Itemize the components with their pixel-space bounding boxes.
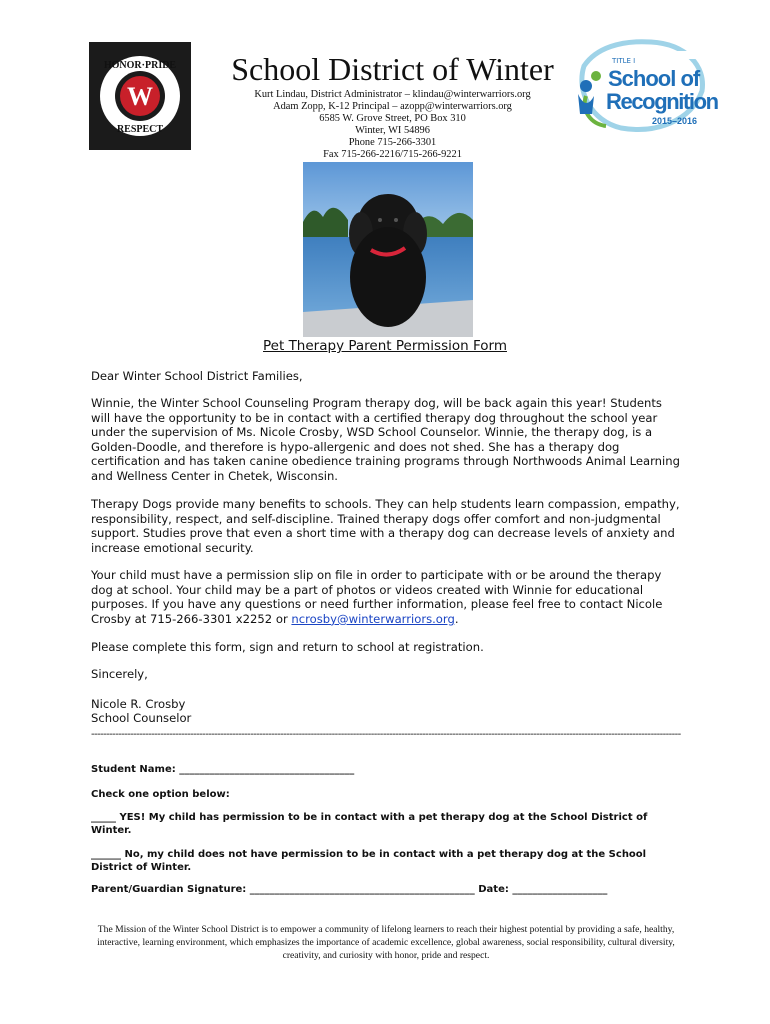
form-title: Pet Therapy Parent Permission Form (263, 338, 507, 354)
street-address-line: 6585 W. Grove Street, PO Box 310 (319, 113, 466, 124)
principal-line: Adam Zopp, K-12 Principal – azopp@winterwarriors.org (273, 101, 512, 112)
paragraph-benefits: Therapy Dogs provide many benefits to schools. They can help students learn compassion, empathy, responsibility, respect, and self-discipline. Trained therapy dogs offer comfort and non-judgmental support. Studies prove that even a short time with a therapy dog can decrease levels of anxiety and increase emotional security. (91, 497, 680, 555)
mission-statement: The Mission of the Winter School District is to empower a community of lifelong learners to reach their highest potential by providing a safe, healthy, interactive, learning environment, which emphasizes the importance of academic excellence, global awareness, social responsibility, cultural diversity, creativity, and curiosity with honor, pride and respect. (97, 924, 675, 961)
permission-text-end: . (454, 611, 459, 626)
counselor-email-link[interactable]: ncrosby@winterwarriors.org (291, 611, 455, 626)
recognition-years: 2015–2016 (652, 116, 698, 126)
signer-name: Nicole R. Crosby (91, 697, 186, 711)
closing: Sincerely, (91, 667, 148, 681)
therapy-dog-photo (303, 162, 473, 337)
school-of-label: School of (608, 66, 700, 91)
tear-off-divider: ---------------------------------------------------------------------------------------------------------------------------------------------------------------------------------------------------- (91, 729, 681, 740)
svg-text:W: W (127, 82, 153, 111)
city-state-line: Winter, WI 54896 (355, 125, 430, 136)
parent-signature-date-field[interactable]: Parent/Guardian Signature: _____________________________________________ Date: ___________________ (91, 884, 608, 895)
administrator-line: Kurt Lindau, District Administrator – klindau@winterwarriors.org (254, 89, 531, 100)
student-name-field[interactable]: Student Name: ___________________________________ (91, 764, 355, 775)
district-title: School District of Winter (231, 51, 554, 87)
district-contact-block (205, 89, 580, 161)
title-one-label: TITLE I (612, 57, 636, 65)
instructions-line: Please complete this form, sign and return to school at registration. (91, 640, 484, 654)
honor-pride-respect-logo (89, 42, 191, 150)
recognition-label: Recognition (606, 89, 718, 114)
school-of-recognition-logo (566, 36, 718, 136)
paragraph-permission (91, 568, 683, 626)
svg-text:HONOR·PRIDE: HONOR·PRIDE (103, 60, 177, 71)
signer-title: School Counselor (91, 711, 192, 725)
check-one-instruction: Check one option below: (91, 789, 230, 800)
svg-text:RESPECT: RESPECT (116, 124, 164, 135)
fax-line: Fax 715-266-2216/715-266-9221 (323, 149, 462, 160)
permission-text: Your child must have a permission slip on file in order to participate with or be around the therapy dog at school. Your child may be a part of photos or videos created with Winnie for educational purposes. If you have any questions or need further information, please feel free to contact Nicole Crosby at 715-266-3301 x2252 or (91, 568, 663, 626)
paragraph-winnie-intro: Winnie, the Winter School Counseling Program therapy dog, will be back again this year! Students will have the opportunity to be in contact with a certified therapy dog throughout the school year under the supervision of Ms. Nicole Crosby, WSD School Counselor. Winnie, the therapy dog, is a Golden-Doodle, and therefore is hypo-allergenic and does not shed. She has a therapy dog certification and has taken canine obedience training programs through Northwoods Animal Learning and Wellness Center in Chetek, Wisconsin. (91, 396, 680, 483)
option-yes-permission[interactable]: _____ YES! My child has permission to be in contact with a pet therapy dog at the School District of Winter. (91, 812, 648, 836)
phone-line: Phone 715-266-3301 (348, 137, 437, 148)
greeting: Dear Winter School District Families, (91, 369, 303, 383)
option-no-permission[interactable]: ______ No, my child does not have permission to be in contact with a pet therapy dog at the School District of Winter. (91, 849, 647, 873)
